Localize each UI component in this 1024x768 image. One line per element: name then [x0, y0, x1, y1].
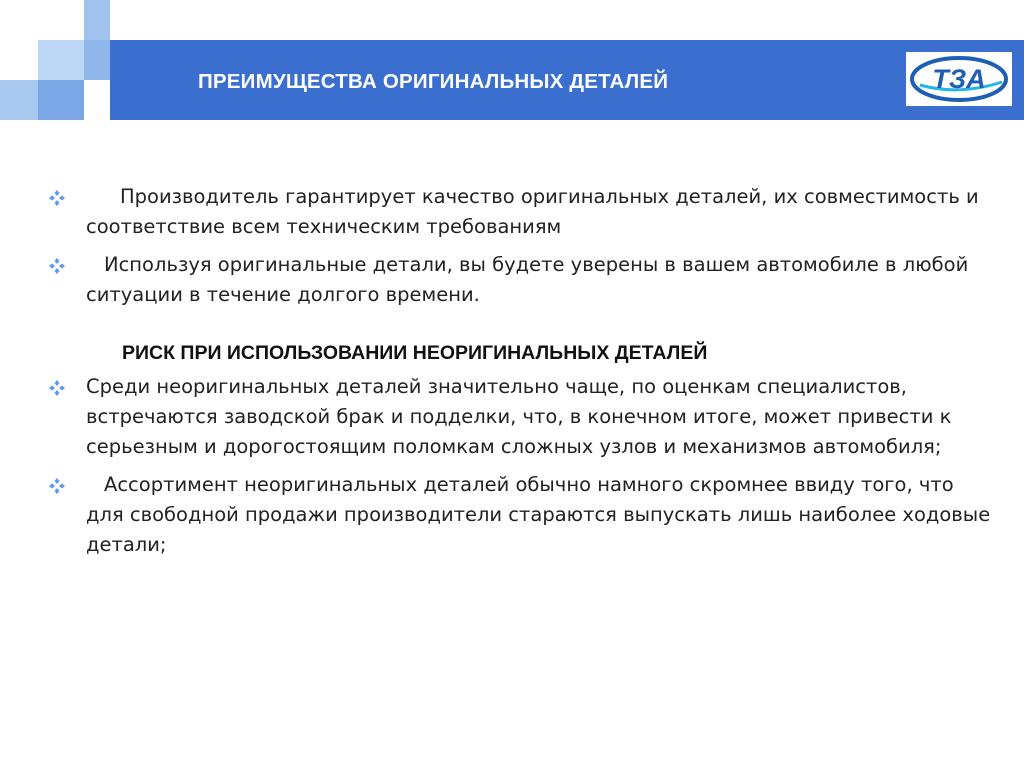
- list-item-text: Производитель гарантирует качество оригинальных деталей, их совместимость и соответствие всем техническим требованиям: [86, 185, 979, 238]
- section-heading: РИСК ПРИ ИСПОЛЬЗОВАНИИ НЕОРИГИНАЛЬНЫХ ДЕТАЛЕЙ: [122, 342, 708, 364]
- section-risks: [44, 372, 994, 560]
- diamond-cluster-icon: [48, 379, 66, 397]
- list-item: [44, 182, 994, 242]
- list-item-text: Используя оригинальные детали, вы будете уверены в вашем автомобиле в любой ситуации в течение долгого времени.: [86, 253, 969, 306]
- decor-square: [38, 80, 84, 120]
- slide-title: ПРЕИМУЩЕСТВА ОРИГИНАЛЬНЫХ ДЕТАЛЕЙ: [198, 70, 669, 93]
- decor-square: [38, 40, 84, 80]
- list-item: [44, 470, 994, 560]
- list-item-text: Ассортимент неоригинальных деталей обычно намного скромнее ввиду того, что для свободной продажи производители стараются выпускать лишь наиболее ходовые детали;: [86, 473, 991, 556]
- slide-content: [44, 182, 994, 560]
- diamond-cluster-icon: [48, 477, 66, 495]
- decor-square: [84, 40, 110, 80]
- company-logo: [906, 52, 1012, 106]
- list-item: [44, 372, 994, 462]
- list-item: [44, 250, 994, 310]
- logo-text: ТЗА: [932, 64, 986, 94]
- diamond-cluster-icon: [48, 189, 66, 207]
- decor-square: [84, 0, 110, 40]
- section-advantages: [44, 182, 994, 310]
- diamond-cluster-icon: [48, 257, 66, 275]
- list-item-text: Среди неоригинальных деталей значительно чаще, по оценкам специалистов, встречаются заводской брак и подделки, что, в конечном итоге, может привести к серьезным и дорогостоящим поломкам сложных узлов и механизмов автомобиля;: [86, 375, 952, 458]
- decor-square: [0, 80, 38, 120]
